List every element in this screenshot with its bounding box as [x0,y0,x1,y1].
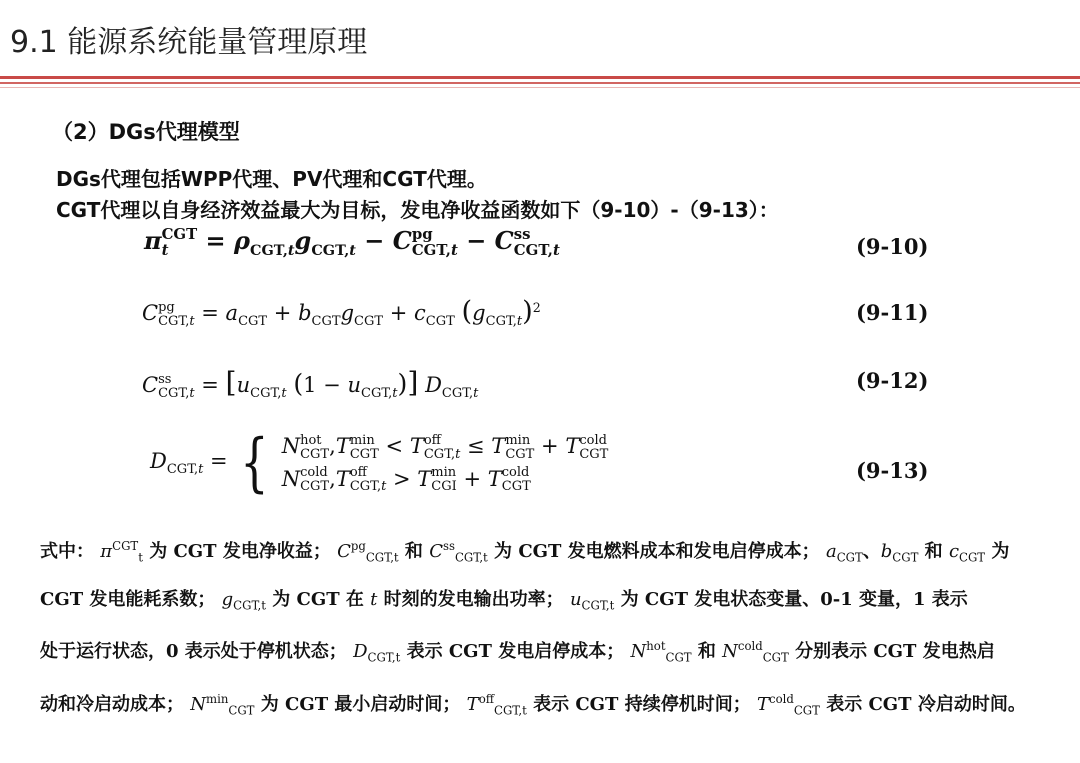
equation-number: (9-13) [856,458,929,483]
glossary-line [40,679,1050,732]
equation-number: (9-12) [856,368,929,393]
equation-9-13: $D_{CGT,t}$ = { N hot CGT ,T min CGT < T off CGT,t ≤ T min CGT + T cold CGT N cold CGT ,T off CGT,t > T min CGI + T cold CGT [150,425,609,500]
symbol-c: $c_{CGT}$ [948,541,986,565]
equation-9-11: C pg CGT,t = $a_{CGT} + b_{CGT}g_{CGT} + c_{CGT}$ $(g_{CGT,t})^2$ [142,296,541,330]
glossary-text: 式中： [40,541,94,562]
title-divider [0,76,1080,79]
symbol-d: $D_{CGT,t}$ [353,641,401,665]
glossary-text: 为 CGT 发电燃料成本和发电启停成本； [494,541,820,562]
glossary-text: 动和冷启动成本； [40,693,184,715]
glossary-text: 和 [404,541,423,562]
page-title: 9.1 能源系统能量管理原理 [10,25,368,60]
equation-9-10: π CGT t = $\rho_{CGT,t}g_{CGT,t} - C$ pg CGT,t − C ss CGT,t [144,224,560,259]
symbol-t: t [370,588,378,610]
symbol-n-min: $N^{min}_{CGT}$ [190,691,255,718]
glossary-text: 表示 CGT 发电启停成本； [406,641,625,663]
symbol-u: $u_{CGT,t}$ [569,588,615,613]
symbol-g: $g_{CGT,t}$ [221,588,266,613]
glossary-text: 为 CGT 发电状态变量、0-1 变量，1 表示 [620,588,968,610]
symbol-c-pg: $C^{pg}_{CGT,t}$ [337,539,399,565]
glossary-text: 为 CGT 在 [272,588,364,610]
glossary-text: 表示 CGT 持续停机时间； [533,693,751,715]
symbol-b: $b_{CGT}$ [880,541,919,565]
glossary-text: 表示 CGT 冷启动时间。 [826,693,1026,715]
glossary-line [40,626,1050,679]
symbol-t-cold: $T^{cold}_{CGT}$ [757,691,820,718]
glossary-text: 时刻的发电输出功率； [383,588,564,610]
glossary-line [40,579,1050,627]
glossary-text: 分别表示 CGT 发电热启 [795,641,995,663]
title-divider-tertiary [0,87,1080,88]
body-paragraph-2: CGT代理以自身经济效益最大为目标，发电净收益函数如下（9-10）-（9-13）： [56,198,779,222]
body-paragraph-1: DGs代理包括WPP代理、PV代理和CGT代理。 [56,167,487,191]
glossary-text: 和 [924,541,943,562]
glossary-line [40,526,1050,579]
title-divider-secondary [0,82,1080,84]
equation-number: (9-10) [856,234,929,259]
glossary-text: CGT 发电能耗系数； [40,588,216,610]
symbol-a: $a_{CGT}$ [825,541,863,565]
glossary-text: 为 CGT 发电净收益； [149,541,331,562]
section-heading: （2）DGs代理模型 [52,120,240,144]
symbol-glossary [40,526,1050,731]
equation-9-12: C ss CGT,t = [$u_{CGT,t}$ $(1 - u_{CGT,t})$] $D_{CGT,t}$ [142,366,479,402]
glossary-text: 为 [991,541,1010,562]
glossary-text: 和 [697,641,716,663]
glossary-text: 、 [862,541,881,562]
glossary-text: 处于运行状态，0 表示处于停机状态； [40,641,347,663]
equation-number: (9-11) [856,300,929,325]
symbol-n-cold: $N^{cold}_{CGT}$ [722,639,789,665]
symbol-n-hot: $N^{hot}_{CGT}$ [630,639,692,665]
glossary-text: 为 CGT 最小启动时间； [260,693,461,715]
symbol-c-ss: $C^{ss}_{CGT,t}$ [429,539,488,565]
symbol-pi: $\pi^{CGT}_t$ [100,539,143,565]
symbol-t-off: $T^{off}_{CGT,t}$ [466,691,527,718]
